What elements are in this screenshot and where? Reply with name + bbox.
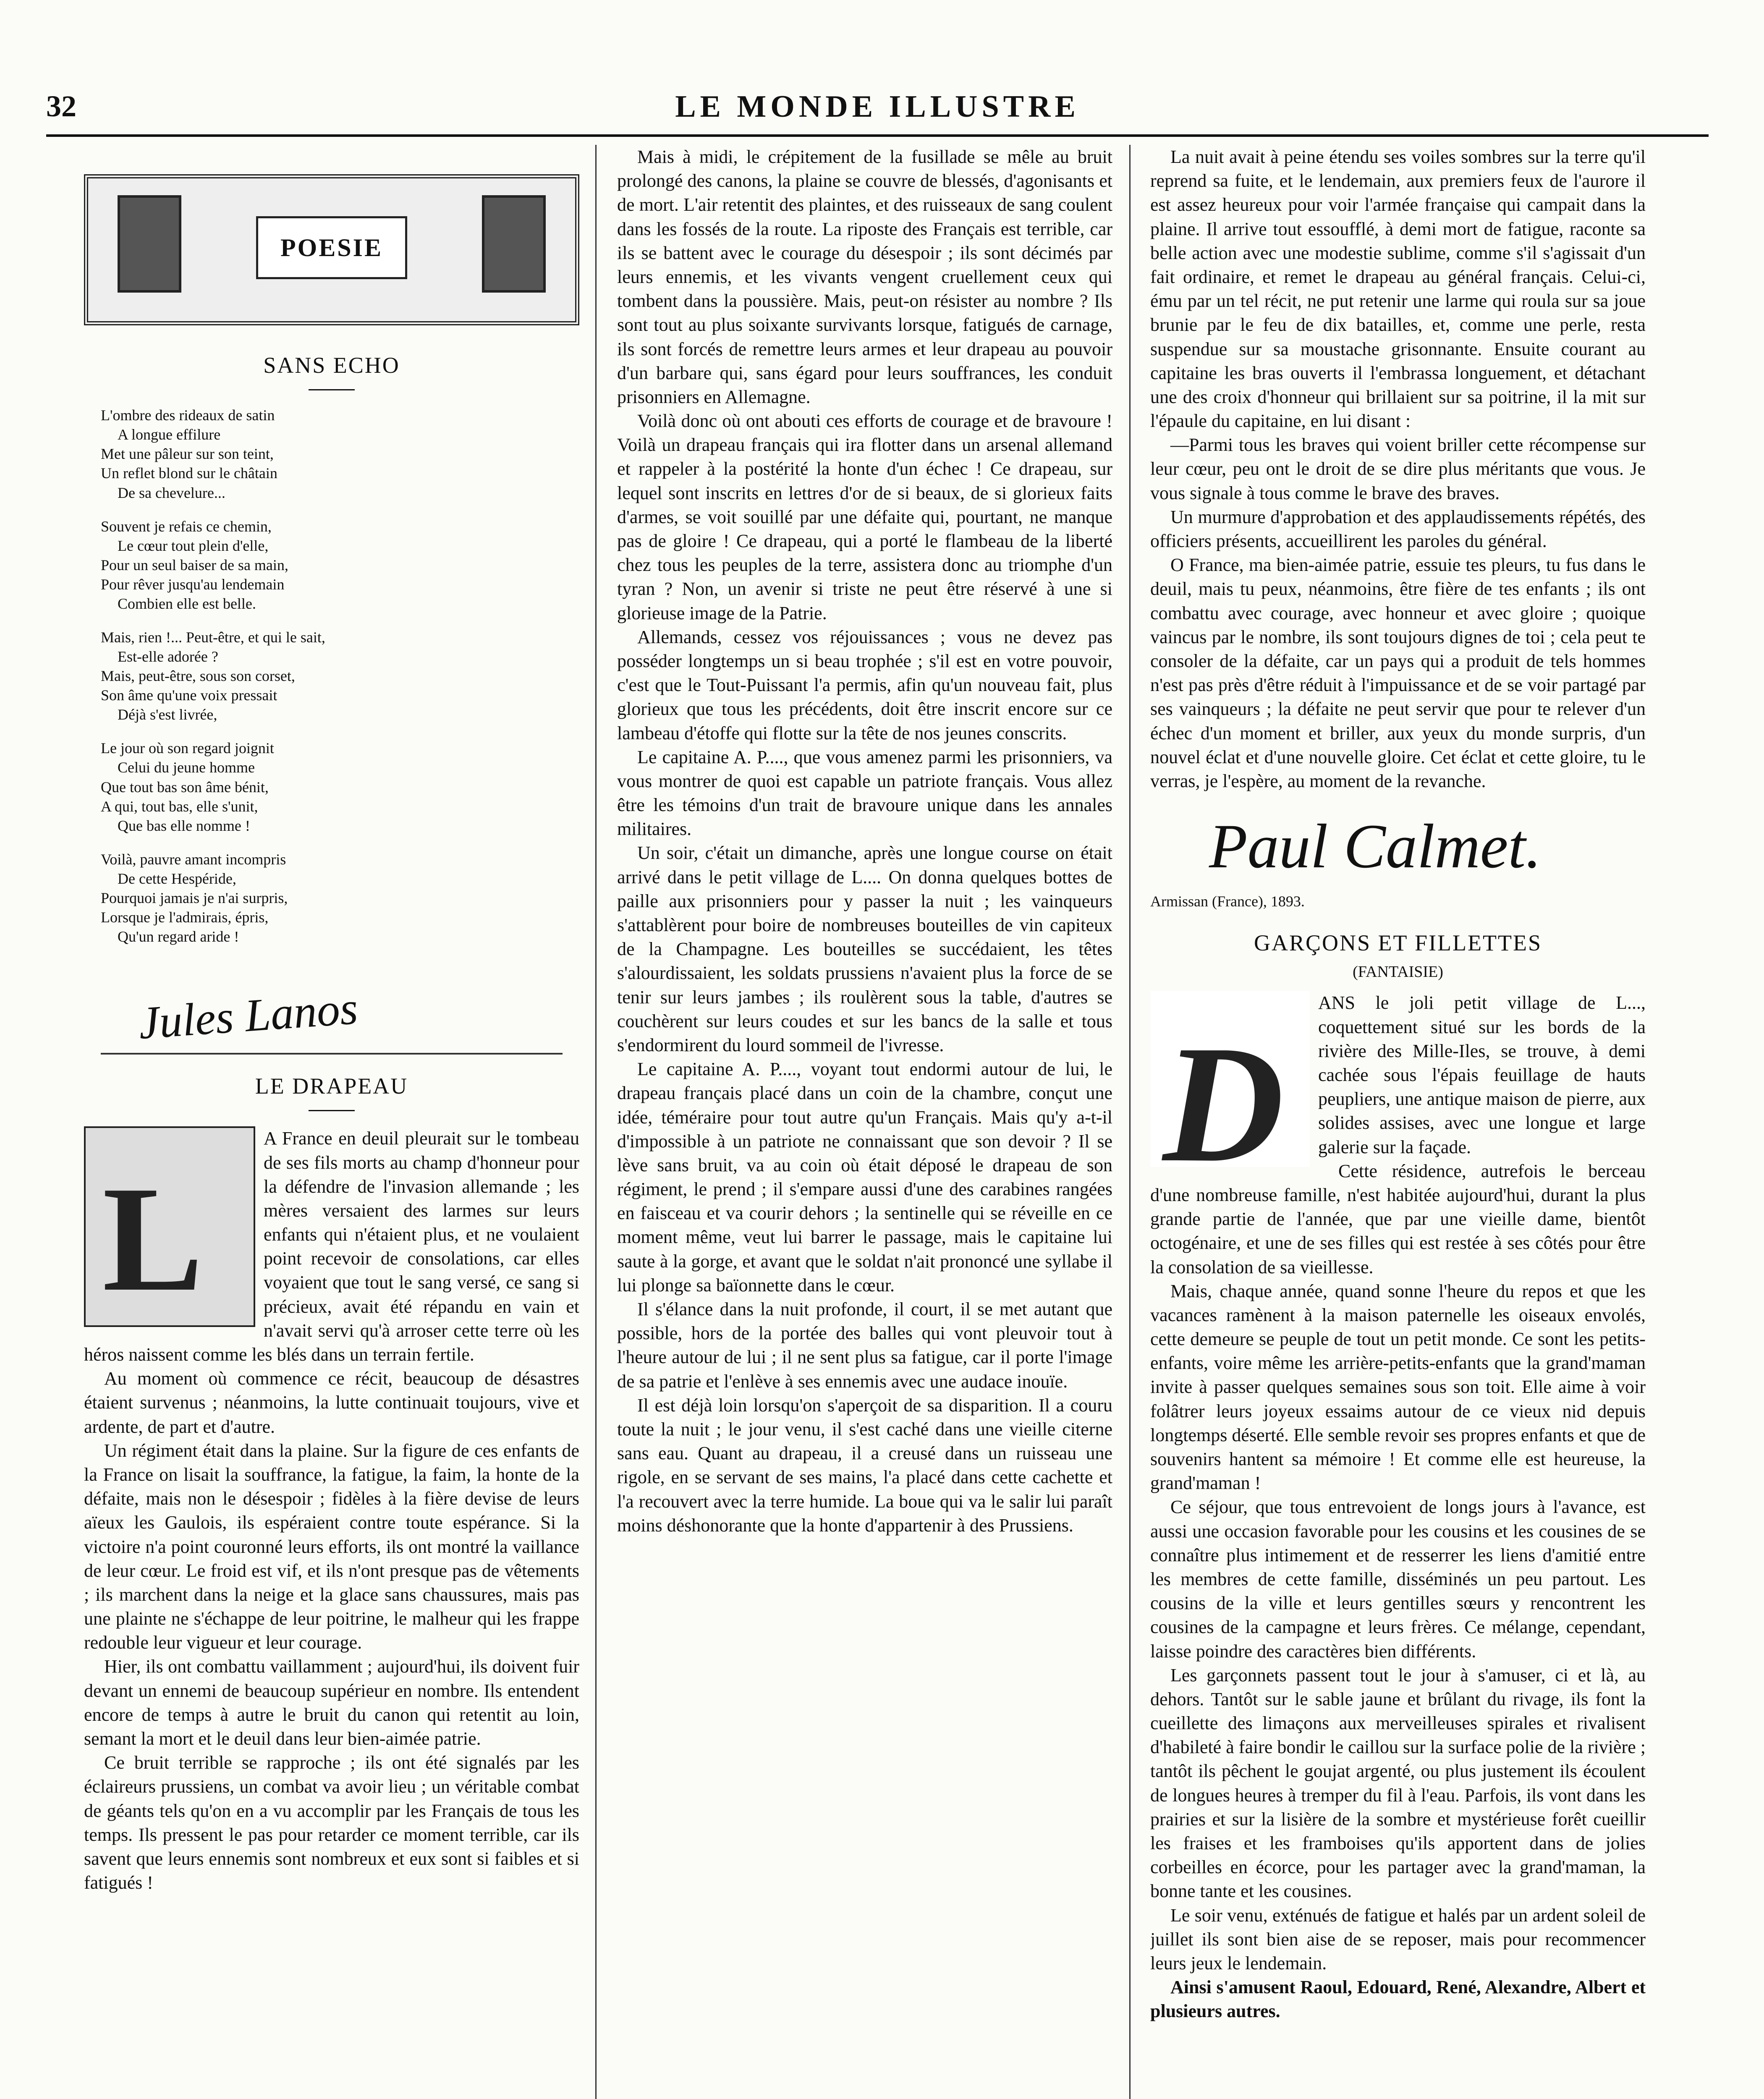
poet-signature: Jules Lanos: [137, 982, 360, 1049]
poesie-label: POESIE: [256, 216, 407, 279]
paragraph: Mais, chaque année, quand sonne l'heure du repos et que les vacances ramènent à la maison paternelle les oiseaux envolés, cette demeure se peuple de tout un petit monde. Ce sont les petits-enfants, voire même les arrière-petits-enfants que la grand'maman invite à passer quelques semaines sous son toit. Elle aime à voir folâtrer leurs joyeux essaims autour de ce vieux nid depuis longtemps déserté. Elle semble revoir ses propres enfants et que de souvenirs hantent sa mémoire ! Et comme elle est heureuse, la grand'maman !: [1150, 1280, 1646, 1494]
verse-line: Un reflet blond sur le châtain: [101, 465, 277, 482]
paragraph: Le soir venu, exténués de fatigue et halés par un ardent soleil de juillet ils sont bien aise de se reposer, mais pour recommencer leurs jeux le lendemain.: [1150, 1905, 1646, 1973]
title-dash: [309, 1110, 355, 1111]
verse-line: Déjà s'est livrée,: [118, 706, 217, 723]
verse-line: Son âme qu'une voix pressait: [101, 687, 277, 704]
verse-line: Combien elle est belle.: [118, 595, 256, 612]
story-title: LE DRAPEAU: [255, 1073, 408, 1099]
paragraph: Hier, ils ont combattu vaillamment ; aujourd'hui, ils doivent fuir devant un ennemi de beaucoup supérieur en nombre. Ils entendent encore de temps à autre le bruit du canon qui retentit au loin, semant la mort et le deuil dans leur bien-aimée patrie.: [84, 1656, 579, 1749]
paragraph: Un murmure d'approbation et des applaudissements répétés, des officiers présents, accueillirent les paroles du général.: [1150, 506, 1646, 551]
paragraph: Ce bruit terrible se rapproche ; ils ont été signalés par les éclaireurs prussiens, un combat va avoir lieu ; un véritable combat de géants tels qu'on en a vu accomplir par les Français de tous les temps. Ils pressent le pas pour retarder ce moment terrible, car ils savent que leurs ennemis sont nombreux et eux sont si faibles et si fatigués !: [84, 1752, 579, 1893]
verse-line: Est-elle adorée ?: [118, 648, 218, 665]
header-rule: [46, 134, 1709, 137]
verse-line: De cette Hespéride,: [118, 870, 236, 887]
verse-line: Qu'un regard aride !: [118, 928, 239, 945]
verse-line: Souvent je refais ce chemin,: [101, 518, 272, 535]
poem-title: SANS ECHO: [263, 353, 400, 378]
dropcap-letter: L: [102, 1155, 204, 1323]
verse-line: Mais, peut-être, sous son corset,: [101, 667, 295, 685]
verse-line: A longue effilure: [118, 426, 221, 443]
verse-line: De sa chevelure...: [118, 484, 225, 501]
verse-line: Celui du jeune homme: [118, 759, 255, 776]
poem-stanza: [101, 628, 579, 724]
column-2: [617, 145, 1112, 2099]
paragraph: ANS le joli petit village de L..., coquettement situé sur les bords de la rivière des Mille-Iles, se trouve, à demi cachée sous l'épais feuillage de hauts peupliers, une antique maison de pierre, aux solides assises, avec une longue et large galerie sur la façade.: [1318, 992, 1646, 1157]
paragraph: Cette résidence, autrefois le berceau d'une nombreuse famille, n'est habitée aujourd'hui, durant la plus grande partie de l'année, que par une vieille dame, bientôt octogénaire, et une de ses filles qui est restée à ses côtés pour être la consolation de sa vieillesse.: [1150, 1160, 1646, 1277]
paragraph: Ce séjour, que tous entrevoient de longs jours à l'avance, est aussi une occasion favorable pour les cousins et les cousines de se connaître plus intimement et de resserrer les liens d'amitié entre les membres de cette famille, disséminés un peu partout. Les cousins de la ville et leurs gentilles sœurs y rencontrent les cousines de la campagne et leurs frères. Ce mélange, cependant, laisse poindre des caractères bien différents.: [1150, 1497, 1646, 1662]
poem-stanza: [101, 738, 579, 835]
paragraph: A France en deuil pleurait sur le tombeau de ses fils morts au champ d'honneur pour la défendre de l'invasion allemande ; les mères versaient des larmes sur leurs enfants qui n'étaient plus, et ne voulaient point recevoir de consolations, car elles voyaient que tout le sang versé, ce sang si précieux, avait été répandu en vain et n'avait servi qu'à arroser cette terre où les héros naissent comme les blés dans un terrain fertile.: [84, 1128, 579, 1365]
paragraph: Un régiment était dans la plaine. Sur la figure de ces enfants de la France on lisait la souffrance, la fatigue, la faim, la honte de la défaite, mais non le désespoir ; fidèles à la fière devise de leurs aïeux les Gaulois, ils espéraient contre toute espérance. Si la victoire n'a point couronné leurs efforts, ils ont montré la vaillance de leur cœur. Le froid est vif, et ils n'ont presque pas de vêtements ; ils marchent dans la neige et la glace sans chaussures, mais pas une plainte ne s'échappe de leur poitrine, le malheur qui les frappe redouble leur vigueur et leur courage.: [84, 1440, 579, 1653]
paragraph: O France, ma bien-aimée patrie, essuie tes pleurs, tu fus dans le deuil, mais tu peux, néanmoins, être fière de tes enfants ; ils ont combattu avec courage, avec honneur et avec gloire ; quoique vaincus par le nombre, ils sont toujours dignes de toi ; cela peut te consoler de la défaite, car un pays qui a produit de tels hommes n'est pas près d'être réduit à l'impuissance et de se voir partagé par ses vainqueurs ; la défaite ne peut servir que pour te relever d'un échec d'un moment et briller, aux yeux du monde surpris, d'un nouvel éclat et d'une nouvelle gloire. Cet éclat et cette gloire, tu le verras, je l'espère, au moment de la revanche.: [1150, 555, 1646, 791]
poem-stanza: [101, 850, 579, 946]
column-divider: [1129, 145, 1131, 2099]
paragraph: Un soir, c'était un dimanche, après une longue course on était arrivé dans le petit village de L.... On donna quelques bottes de paille aux prisonniers pour y passer la nuit ; les vainqueurs s'attablèrent pour boire de nombreuses bouteilles de vin capiteux de la Champagne. Les bouteilles se succédaient, les têtes s'alourdissaient, les soldats prussiens n'avaient plus la force de se tenir sur leurs jambes ; ils roulèrent sous la table, d'autres se couchèrent sur leurs coudes et sur les bancs de la salle et tous s'endormirent du lourd sommeil de l'ivresse.: [617, 843, 1112, 1055]
dropcap-illustration: [1150, 991, 1310, 1197]
place-date: Armissan (France), 1893.: [1150, 893, 1305, 910]
paragraph: Ainsi s'amusent Raoul, Edouard, René, Alexandre, Albert et plusieurs autres.: [1150, 1977, 1646, 2022]
verse-line: Lorsque je l'admirais, épris,: [101, 908, 269, 926]
paragraph: Mais à midi, le crépitement de la fusillade se mêle au bruit prolongé des canons, la plaine se couvre de blessés, d'agonisants et de mort. L'air retentit des plaintes, et des ruisseaux de sang coulent dans les fossés de la route. La riposte des Français est terrible, car ils se battent avec le courage du désespoir ; ils sont décimés par leurs ennemis, et les vivants vengent cruellement ceux qui tombent dans la poussière. Mais, peut-on résister au nombre ? Ils sont tout au plus soixante survivants lorsque, fatigués de carnage, ils sont forcés de remettre leurs armes et leur drapeau au pouvoir d'un barbare qui, sans égard pour leurs souffrances, les conduit prisonniers en Allemagne.: [617, 147, 1112, 407]
verse-line: Met une pâleur sur son teint,: [101, 445, 274, 463]
page-header: [46, 89, 1709, 131]
poet-signature-block: [101, 961, 563, 1055]
column-1: [84, 145, 579, 2099]
verse-line: Mais, rien !... Peut-être, et qui le sait,: [101, 628, 325, 646]
story-subtitle: (FANTAISIE): [1353, 963, 1443, 981]
masthead-title: LE MONDE ILLUSTRE: [675, 89, 1080, 124]
verse-line: L'ombre des rideaux de satin: [101, 407, 275, 424]
poem-stanza: [101, 517, 579, 613]
paragraph: Les garçonnets passent tout le jour à s'amuser, ci et là, au dehors. Tantôt sur le sable jaune et brûlant du rivage, ils font la cueillette des limaçons aux merveilleuses spirales et rivalisent d'habileté à faire bondir le caillou sur la surface polie de la rivière ; tantôt ils pêchent le goujat argenté, ou plus justement ils écoulent de longues heures à tremper du fil à l'eau. Parfois, ils vont dans les prairies et sur la lisière de la sombre et mystérieuse forêt cueillir les fraises et les framboises qu'ils apportent dans de jolies corbeilles en écorce, pour les partager avec la grand'maman, la bonne tante et les cousines.: [1150, 1665, 1646, 1902]
ornament-icon: [118, 195, 181, 293]
paragraph: Le capitaine A. P...., que vous amenez parmi les prisonniers, va vous montrer de quoi est capable un patriote français. Vous allez être les témoins d'un trait de bravoure unique dans les annales militaires.: [617, 746, 1112, 840]
verse-line: Pour rêver jusqu'au lendemain: [101, 576, 285, 593]
page-number: 32: [46, 89, 76, 123]
paragraph: Allemands, cessez vos réjouissances ; vous ne devez pas posséder longtemps un si beau trophée ; s'il est en votre pouvoir, c'est que le Tout-Puissant l'a permis, afin qu'un nouveau fait, plus glorieux que tous les précédents, doit être inscrit encore sur ce lambeau d'étoffe qui flotte sur la tête de nos jeunes conscrits.: [617, 626, 1112, 743]
poem: [101, 406, 579, 946]
verse-line: Pour un seul baiser de sa main,: [101, 556, 288, 573]
paragraph: Il est déjà loin lorsqu'on s'aperçoit de sa disparition. Il a couru toute la nuit ; le jour venu, il s'est caché dans une vieille citerne sans eau. Quant au drapeau, il a creusé dans un ruisseau une rigole, en se servant de ses mains, l'a placé dans cette cachette et l'a recouvert avec la terre humide. La boue qui va le salir lui paraît moins déshonorante que la honte d'appartenir à des Prussiens.: [617, 1395, 1112, 1536]
title-dash: [309, 389, 355, 390]
verse-line: A qui, tout bas, elle s'unit,: [101, 798, 258, 815]
column-3: [1150, 145, 1646, 2099]
column-divider: [595, 145, 597, 2099]
dropcap-letter: D: [1163, 1011, 1284, 1197]
paragraph: —Parmi tous les braves qui voient briller cette récompense sur leur cœur, peu ont le droit de se dire plus méritants que vous. Je vous signale à tous comme le brave des braves.: [1150, 434, 1646, 503]
ornament-icon: [482, 195, 546, 293]
paragraph: Voilà donc où ont abouti ces efforts de courage et de bravoure ! Voilà un drapeau français qui ira flotter dans un arsenal allemand et rappeler à la postérité la honte d'un échec ! Ce drapeau, sur lequel sont inscrits en lettres d'or de si beaux, de si glorieux faits d'armes, se voit souillé par une défaite qui, pourtant, ne manque pas de gloire ! Ce drapeau, qui a porté le flambeau de la liberté chez tous les peuples de la terre, assistera donc au triomphe d'un tyran ? Non, un avenir si triste ne peut être réservé à une si glorieuse image de la Patrie.: [617, 411, 1112, 623]
poesie-banner: [84, 174, 579, 325]
poem-stanza: [101, 406, 579, 502]
story-title: GARÇONS ET FILLETTES: [1254, 930, 1542, 955]
author-signature: Paul Calmet.: [1209, 811, 1542, 882]
paragraph: Il s'élance dans la nuit profonde, il court, il se met autant que possible, hors de la portée des balles qui vont pleuvoir tout à l'heure autour de lui ; il ne sent plus sa fatigue, car il porte l'image de sa patrie et l'enlève à ses ennemis avec une audace inouïe.: [617, 1299, 1112, 1392]
dropcap-illustration: [84, 1126, 255, 1327]
paragraph: Au moment où commence ce récit, beaucoup de désastres étaient survenus ; néanmoins, la lutte continuait toujours, vive et ardente, de part et d'autre.: [84, 1368, 579, 1437]
verse-line: Voilà, pauvre amant incompris: [101, 851, 286, 868]
paragraph: La nuit avait à peine étendu ses voiles sombres sur la terre qu'il reprend sa fuite, et le lendemain, aux premiers feux de l'aurore il est assez heureux pour voir l'armée française qui campait dans la plaine. Il arrive tout essoufflé, à demi mort de fatigue, raconte sa belle action avec une modestie sublime, comme s'il s'agissait d'un fait ordinaire, et remet le drapeau au général français. Celui-ci, ému par un tel récit, ne put retenir une larme qui roula sur sa joue brunie par le feu de dix batailles, et, comme une perle, resta suspendue sur sa moustache grisonnante. Ensuite courant au capitaine les bras ouverts il l'embrassa longuement, et détachant une des croix d'honneur qui brillaient sur sa poitrine, il la mit sur l'épaule du capitaine, en lui disant :: [1150, 147, 1646, 432]
verse-line: Le jour où son regard joignit: [101, 740, 274, 757]
verse-line: Le cœur tout plein d'elle,: [118, 537, 269, 554]
verse-line: Que bas elle nomme !: [118, 817, 250, 834]
paragraph: Le capitaine A. P...., voyant tout endormi autour de lui, le drapeau français placé dans un coin de la chambre, conçut une idée, téméraire pour tout autre qu'un Français. Mais qu'y a-t-il d'impossible à un patriote ne connaissant que son devoir ? Il se lève sans bruit, va au coin où était déposé le drapeau de son régiment, le prend ; il s'empare aussi d'une des carabines rangées en faisceau et va courir dehors ; la sentinelle qui se réveille en ce moment même, veut lui barrer le passage, mais le capitaine lui saute à la gorge, et avant que le soldat n'ait prononcé une syllabe il lui plonge sa baïonnette dans le cœur.: [617, 1059, 1112, 1296]
verse-line: Pourquoi jamais je n'ai surpris,: [101, 889, 288, 906]
verse-line: Que tout bas son âme bénit,: [101, 778, 269, 796]
